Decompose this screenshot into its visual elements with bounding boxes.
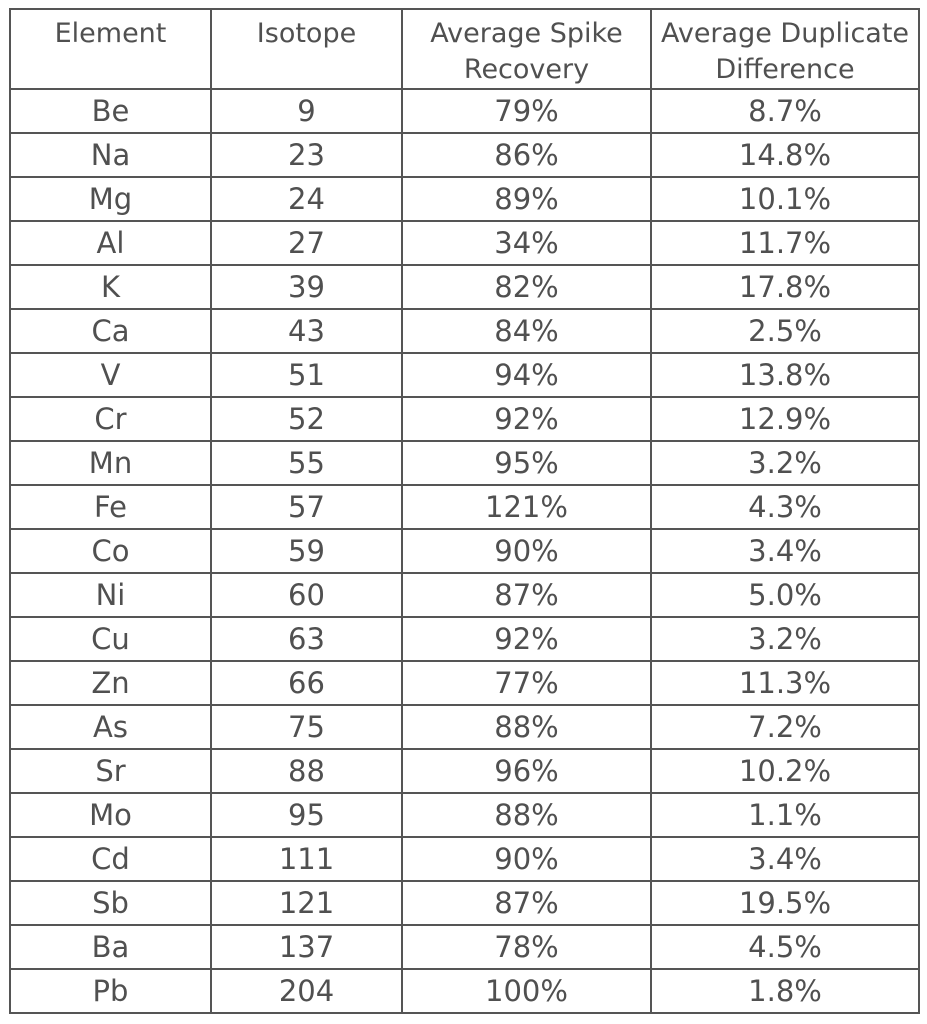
cell-isotope: 39 — [211, 265, 402, 309]
table-row — [10, 793, 919, 837]
table-row — [10, 617, 919, 661]
cell-duplicate-difference: 10.1% — [651, 177, 919, 221]
cell-spike-recovery: 88% — [402, 705, 651, 749]
cell-spike-recovery: 96% — [402, 749, 651, 793]
cell-isotope: 75 — [211, 705, 402, 749]
header-isotope-label: Isotope — [256, 18, 357, 49]
cell-spike-recovery: 87% — [402, 573, 651, 617]
table-row — [10, 353, 919, 397]
table-row — [10, 221, 919, 265]
table-row — [10, 573, 919, 617]
cell-isotope: 111 — [211, 837, 402, 881]
table-row — [10, 749, 919, 793]
cell-element: As — [10, 705, 211, 749]
cell-element: Fe — [10, 485, 211, 529]
cell-isotope: 63 — [211, 617, 402, 661]
cell-duplicate-difference: 5.0% — [651, 573, 919, 617]
cell-element: Mo — [10, 793, 211, 837]
header-spike-line-2: Recovery — [463, 54, 590, 85]
cell-isotope: 55 — [211, 441, 402, 485]
table-row — [10, 133, 919, 177]
header-duplicate-line-2: Difference — [715, 54, 855, 85]
cell-isotope: 23 — [211, 133, 402, 177]
cell-spike-recovery: 34% — [402, 221, 651, 265]
table-row — [10, 661, 919, 705]
cell-element: Be — [10, 89, 211, 133]
cell-duplicate-difference: 1.8% — [651, 969, 919, 1013]
cell-isotope: 59 — [211, 529, 402, 573]
cell-spike-recovery: 92% — [402, 617, 651, 661]
cell-duplicate-difference: 3.4% — [651, 529, 919, 573]
cell-spike-recovery: 121% — [402, 485, 651, 529]
cell-isotope: 88 — [211, 749, 402, 793]
cell-spike-recovery: 87% — [402, 881, 651, 925]
cell-isotope: 51 — [211, 353, 402, 397]
cell-duplicate-difference: 19.5% — [651, 881, 919, 925]
cell-duplicate-difference: 14.8% — [651, 133, 919, 177]
header-spike-line-1: Average Spike — [430, 18, 623, 49]
cell-isotope: 57 — [211, 485, 402, 529]
cell-duplicate-difference: 3.2% — [651, 617, 919, 661]
table-row — [10, 969, 919, 1013]
cell-spike-recovery: 84% — [402, 309, 651, 353]
cell-isotope: 204 — [211, 969, 402, 1013]
cell-spike-recovery: 89% — [402, 177, 651, 221]
cell-element: Zn — [10, 661, 211, 705]
cell-duplicate-difference: 1.1% — [651, 793, 919, 837]
cell-duplicate-difference: 13.8% — [651, 353, 919, 397]
cell-element: Cd — [10, 837, 211, 881]
cell-element: Mn — [10, 441, 211, 485]
cell-element: Ba — [10, 925, 211, 969]
cell-element: Pb — [10, 969, 211, 1013]
cell-spike-recovery: 95% — [402, 441, 651, 485]
cell-isotope: 60 — [211, 573, 402, 617]
cell-spike-recovery: 90% — [402, 837, 651, 881]
table-row — [10, 397, 919, 441]
table-body — [10, 89, 919, 1013]
spike-recovery-table — [9, 8, 920, 1014]
cell-isotope: 95 — [211, 793, 402, 837]
cell-element: Ca — [10, 309, 211, 353]
table-row — [10, 705, 919, 749]
cell-spike-recovery: 77% — [402, 661, 651, 705]
cell-duplicate-difference: 3.2% — [651, 441, 919, 485]
cell-element: Al — [10, 221, 211, 265]
table-row — [10, 529, 919, 573]
cell-duplicate-difference: 3.4% — [651, 837, 919, 881]
cell-element: K — [10, 265, 211, 309]
cell-duplicate-difference: 12.9% — [651, 397, 919, 441]
cell-duplicate-difference: 4.3% — [651, 485, 919, 529]
cell-isotope: 52 — [211, 397, 402, 441]
cell-isotope: 27 — [211, 221, 402, 265]
header-isotope — [211, 9, 402, 89]
cell-spike-recovery: 86% — [402, 133, 651, 177]
header-element — [10, 9, 211, 89]
header-duplicate-line-1: Average Duplicate — [660, 18, 910, 49]
cell-element: Cu — [10, 617, 211, 661]
cell-element: Co — [10, 529, 211, 573]
cell-duplicate-difference: 8.7% — [651, 89, 919, 133]
cell-element: Ni — [10, 573, 211, 617]
cell-isotope: 137 — [211, 925, 402, 969]
cell-duplicate-difference: 11.3% — [651, 661, 919, 705]
cell-spike-recovery: 90% — [402, 529, 651, 573]
header-row — [10, 9, 919, 89]
cell-duplicate-difference: 2.5% — [651, 309, 919, 353]
cell-isotope: 24 — [211, 177, 402, 221]
table-row — [10, 881, 919, 925]
table-row — [10, 177, 919, 221]
header-average-duplicate-difference — [651, 9, 919, 89]
table-row — [10, 837, 919, 881]
table-row — [10, 925, 919, 969]
cell-spike-recovery: 100% — [402, 969, 651, 1013]
cell-isotope: 121 — [211, 881, 402, 925]
cell-element: Na — [10, 133, 211, 177]
header-element-label: Element — [54, 18, 167, 49]
cell-spike-recovery: 94% — [402, 353, 651, 397]
cell-element: Mg — [10, 177, 211, 221]
table-row — [10, 485, 919, 529]
cell-element: Sb — [10, 881, 211, 925]
table-row — [10, 265, 919, 309]
cell-isotope: 43 — [211, 309, 402, 353]
cell-element: Cr — [10, 397, 211, 441]
cell-spike-recovery: 79% — [402, 89, 651, 133]
table-header — [10, 9, 919, 89]
cell-duplicate-difference: 17.8% — [651, 265, 919, 309]
cell-duplicate-difference: 10.2% — [651, 749, 919, 793]
table-row — [10, 309, 919, 353]
cell-duplicate-difference: 11.7% — [651, 221, 919, 265]
table-row — [10, 441, 919, 485]
table-row — [10, 89, 919, 133]
cell-spike-recovery: 88% — [402, 793, 651, 837]
cell-spike-recovery: 78% — [402, 925, 651, 969]
header-average-spike-recovery — [402, 9, 651, 89]
cell-spike-recovery: 82% — [402, 265, 651, 309]
cell-spike-recovery: 92% — [402, 397, 651, 441]
cell-element: Sr — [10, 749, 211, 793]
cell-isotope: 66 — [211, 661, 402, 705]
cell-duplicate-difference: 7.2% — [651, 705, 919, 749]
cell-duplicate-difference: 4.5% — [651, 925, 919, 969]
cell-isotope: 9 — [211, 89, 402, 133]
cell-element: V — [10, 353, 211, 397]
